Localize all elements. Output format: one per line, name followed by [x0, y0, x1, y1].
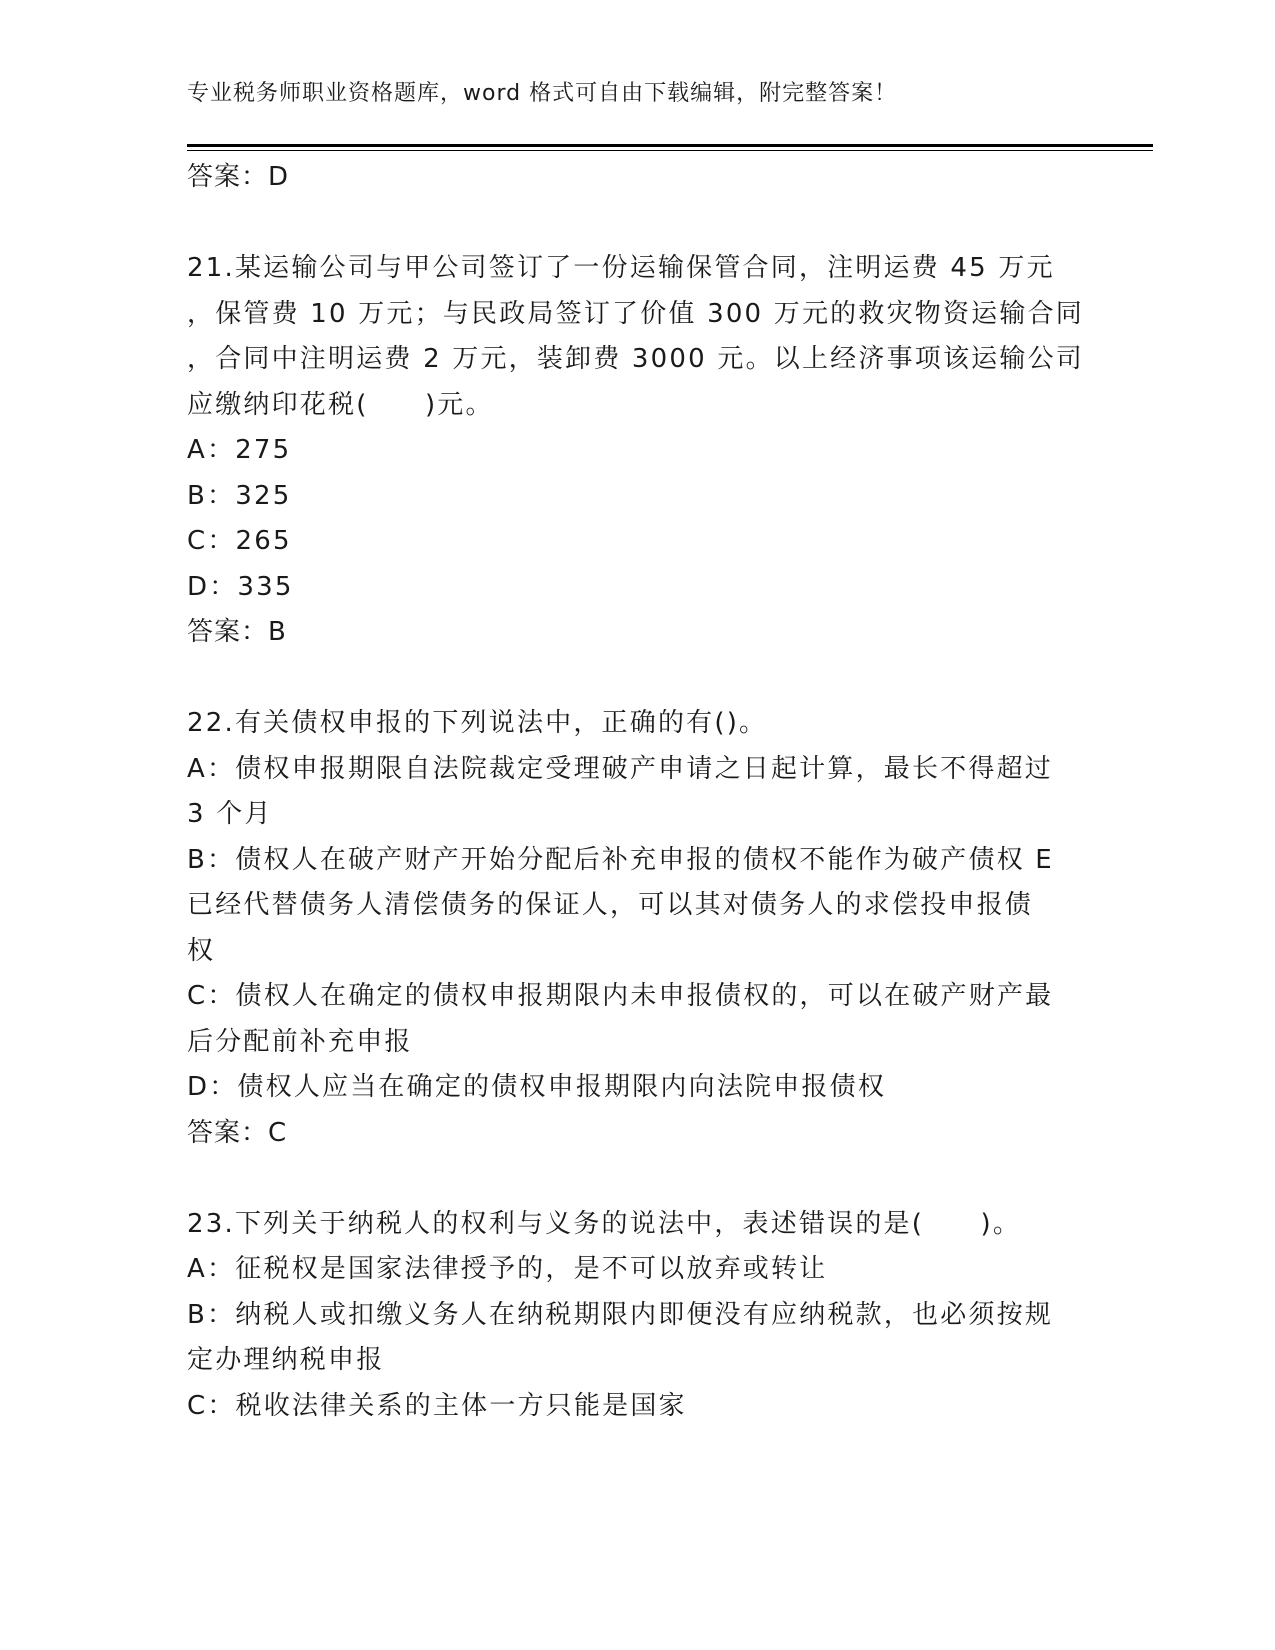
- option-c: C：税收法律关系的主体一方只能是国家: [187, 1390, 687, 1421]
- option-c-cont: 后分配前补充申报: [187, 1026, 413, 1057]
- option-c: C：债权人在确定的债权申报期限内未申报债权的，可以在破产财产最: [187, 981, 1054, 1011]
- option-a: A：275: [187, 435, 292, 465]
- question-23-line: 23.下列关于纳税人的权利与义务的说法中，表述错误的是( )。: [187, 1208, 1022, 1239]
- option-a-cont: 3 个月: [187, 799, 273, 829]
- option-b-cont: 已经代替债务人清偿债务的保证人，可以其对债务人的求偿投申报债: [187, 890, 1034, 920]
- answer-line: 答案：D: [187, 162, 290, 192]
- question-21-line: 应缴纳印花税( )元。: [187, 389, 494, 420]
- option-b-cont: 定办理纳税申报: [187, 1345, 385, 1375]
- spacer: [187, 1156, 1087, 1202]
- page-header: 专业税务师职业资格题库，word 格式可自由下载编辑，附完整答案！: [187, 81, 898, 106]
- question-21-line: ，保管费 10 万元；与民政局签订了价值 300 万元的救灾物资运输合同: [187, 298, 1084, 329]
- document-body: [187, 155, 1087, 1429]
- answer-line: 答案：B: [187, 617, 287, 647]
- question-22-line: 22.有关债权申报的下列说法中，正确的有()。: [187, 708, 768, 738]
- option-b-cont: 权: [187, 935, 216, 966]
- header-rule-thick: [187, 144, 1153, 147]
- option-a: A：征税权是国家法律授予的，是不可以放弃或转让: [187, 1254, 828, 1284]
- spacer: [187, 656, 1087, 702]
- header-rule-thin: [187, 150, 1153, 151]
- option-a: A：债权申报期限自法院裁定受理破产申请之日起计算，最长不得超过: [187, 753, 1053, 784]
- spacer: [187, 201, 1087, 247]
- option-d: D：债权人应当在确定的债权申报期限内向法院申报债权: [187, 1072, 887, 1102]
- option-b: B：债权人在破产财产开始分配后补充申报的债权不能作为破产债权 E: [187, 844, 1054, 875]
- option-d: D：335: [187, 571, 294, 602]
- option-b: B：纳税人或扣缴义务人在纳税期限内即便没有应纳税款，也必须按规: [187, 1299, 1054, 1330]
- question-21-line: 21.某运输公司与甲公司签订了一份运输保管合同，注明运费 45 万元: [187, 253, 1055, 283]
- option-c: C：265: [187, 526, 292, 556]
- answer-line: 答案：C: [187, 1117, 288, 1148]
- question-21-line: ，合同中注明运费 2 万元，装卸费 3000 元。以上经济事项该运输公司: [187, 344, 1084, 374]
- option-b: B：325: [187, 480, 292, 511]
